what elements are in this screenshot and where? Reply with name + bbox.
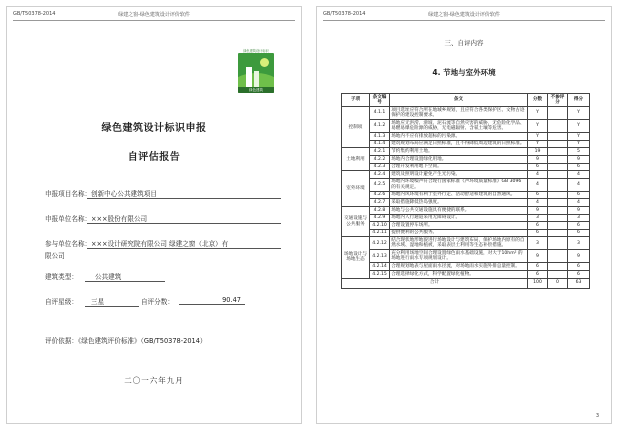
row-score: 4 — [528, 171, 548, 179]
row-score: 9 — [528, 206, 548, 214]
participant-unit-value-continued: 限公司 — [45, 252, 65, 260]
row-clause-text: 提供便利的公共服务。 — [390, 229, 528, 237]
row-not-applicable — [548, 250, 568, 263]
table-row — [342, 155, 590, 163]
row-obtained: 9 — [568, 206, 590, 214]
evaluation-basis: 评价依据：《绿色建筑评价标准》（GB/T50378-2014） — [45, 337, 207, 345]
row-not-applicable — [548, 191, 568, 199]
row-not-applicable — [548, 222, 568, 230]
row-obtained: 6 — [568, 229, 590, 237]
row-score: 9 — [528, 155, 548, 163]
row-clause-code: 4.2.12 — [370, 237, 390, 250]
row-obtained: 6 — [568, 163, 590, 171]
table-row — [342, 206, 590, 214]
logo-caption: 绿色建筑设计标识 — [243, 49, 269, 53]
row-clause-code: 4.1.3 — [370, 133, 390, 141]
row-clause-text: 充分利用场地空间合理设置绿色雨水基础设施，对大于10hm² 的场地进行雨水专项规划设计。 — [390, 250, 528, 263]
header-software-name: 绿建之窗-绿色建筑设计评价软件 — [118, 12, 190, 18]
self-score-value: 90.47 — [179, 296, 245, 305]
self-evaluation-page — [316, 6, 612, 424]
row-not-applicable — [548, 199, 568, 207]
participant-unit-value: ×××设计研究院有限公司 绿建之窗（北京）有 — [87, 238, 281, 249]
row-not-applicable — [548, 270, 568, 278]
table-row — [342, 250, 590, 263]
section-title: 三、自评内容 — [444, 39, 484, 47]
table-row — [342, 222, 590, 230]
row-clause-text: 建筑及照明设计避免产生光污染。 — [390, 171, 528, 179]
row-clause-text: 场地内环境噪声符合现行国家标准《声环境质量标准》GB 3096 的有关规定。 — [390, 178, 528, 191]
total-not-applicable: 0 — [548, 278, 568, 288]
row-score: 9 — [528, 250, 548, 263]
row-clause-code: 4.2.1 — [370, 148, 390, 156]
table-row — [342, 148, 590, 156]
row-category: 场地设计与场地生态 — [342, 237, 370, 278]
col-header-clause-code: 条文编号 — [370, 94, 390, 107]
table-row — [342, 237, 590, 250]
table-row — [342, 133, 590, 141]
row-clause-code: 4.2.10 — [370, 222, 390, 230]
project-name-label: 申报项目名称： — [45, 190, 92, 198]
row-clause-code: 4.2.8 — [370, 206, 390, 214]
row-not-applicable — [548, 229, 568, 237]
row-clause-code: 4.1.4 — [370, 140, 390, 148]
row-score: 6 — [528, 263, 548, 271]
table-row — [342, 199, 590, 207]
row-score: 4 — [528, 199, 548, 207]
row-clause-code: 4.2.5 — [370, 178, 390, 191]
row-score: 3 — [528, 214, 548, 222]
row-obtained: 4 — [568, 178, 590, 191]
table-row — [342, 263, 590, 271]
page-header — [323, 10, 605, 21]
report-subtitle: 自评估报告 — [127, 152, 181, 163]
row-score: 3 — [528, 237, 548, 250]
row-obtained: 5 — [568, 148, 590, 156]
logo-emblem-icon — [238, 53, 274, 93]
row-clause-code: 4.1.1 — [370, 107, 390, 120]
row-score: 6 — [528, 222, 548, 230]
applicant-unit-field — [45, 213, 148, 223]
row-clause-text: 项目选址应符合所在地城乡规划，且应符合各类保护区、文物古迹保护的建设控制要求。 — [390, 107, 528, 120]
page-header — [13, 10, 295, 21]
row-clause-text: 场地内人行通道采用无障碍设计。 — [390, 214, 528, 222]
row-clause-text: 合理规划地表与屋面雨水径流，对场地雨水实施外排总量控制。 — [390, 263, 528, 271]
row-clause-text: 合理设置停车场所。 — [390, 222, 528, 230]
row-not-applicable — [548, 140, 568, 148]
table-total-row — [342, 278, 590, 288]
col-header-category: 子项 — [342, 94, 370, 107]
row-clause-text: 场地内不应有排放超标的污染源。 — [390, 133, 528, 141]
row-obtained: 6 — [568, 191, 590, 199]
table-row — [342, 178, 590, 191]
building-type-value: 公共建筑 — [85, 271, 165, 282]
row-score: 4 — [528, 178, 548, 191]
row-score: 6 — [528, 191, 548, 199]
row-score: 19 — [528, 148, 548, 156]
row-not-applicable — [548, 263, 568, 271]
logo-band-text: 绿色建筑 — [238, 87, 274, 93]
row-score: 6 — [528, 270, 548, 278]
project-name-field — [45, 188, 157, 198]
report-date: 二〇一六年九月 — [124, 376, 184, 385]
row-not-applicable — [548, 171, 568, 179]
row-clause-text: 场地内风环境有利于室外行走、活动舒适和建筑的自然通风。 — [390, 191, 528, 199]
row-obtained: 3 — [568, 214, 590, 222]
total-label: 合计 — [342, 278, 528, 288]
col-header-obtained: 得分 — [568, 94, 590, 107]
row-clause-code: 4.2.13 — [370, 250, 390, 263]
table-row — [342, 171, 590, 179]
row-not-applicable — [548, 120, 568, 133]
row-clause-code: 4.2.2 — [370, 155, 390, 163]
table-row — [342, 229, 590, 237]
report-title: 绿色建筑设计标识申报 — [101, 123, 207, 134]
row-obtained: Y — [568, 107, 590, 120]
row-clause-text: 采取措施降低热岛强度。 — [390, 199, 528, 207]
participant-unit-label: 参与单位名称： — [45, 240, 92, 248]
self-score-label: 自评分数： — [141, 298, 174, 306]
table-row — [342, 191, 590, 199]
col-header-clause: 条文 — [390, 94, 528, 107]
row-clause-code: 4.2.9 — [370, 214, 390, 222]
subsection-title: 4. 节地与室外环境 — [432, 68, 496, 77]
row-obtained: 6 — [568, 270, 590, 278]
star-rating-field — [45, 296, 105, 306]
row-not-applicable — [548, 206, 568, 214]
row-obtained: 3 — [568, 237, 590, 250]
row-category: 土地利用 — [342, 148, 370, 171]
table-row — [342, 120, 590, 133]
row-clause-text: 合理开发利用地下空间。 — [390, 163, 528, 171]
row-not-applicable — [548, 178, 568, 191]
row-score: Y — [528, 133, 548, 141]
row-not-applicable — [548, 155, 568, 163]
row-score: Y — [528, 107, 548, 120]
row-clause-code: 4.2.3 — [370, 163, 390, 171]
table-row — [342, 140, 590, 148]
building-type-field — [45, 271, 122, 281]
table-row — [342, 163, 590, 171]
col-header-score: 分数 — [528, 94, 548, 107]
header-standard-code: GB/T50378-2014 — [323, 11, 366, 17]
star-rating-label: 自评星级： — [45, 298, 78, 306]
participant-unit-field — [45, 238, 229, 248]
row-obtained: 4 — [568, 199, 590, 207]
row-clause-text: 合理选择绿化方式，科学配置绿化植物。 — [390, 270, 528, 278]
row-not-applicable — [548, 133, 568, 141]
col-header-not-applicable: 不参评分 — [548, 94, 568, 107]
row-clause-text: 结合现状地形地貌进行场地设计与建筑布局，保护场地内原有的自然水域、湿地和植被，采取表层土利用等生态补偿措施。 — [390, 237, 528, 250]
evaluation-table — [341, 93, 590, 289]
report-cover-page — [6, 6, 302, 424]
row-category: 交通设施与公共服务 — [342, 206, 370, 236]
row-not-applicable — [548, 214, 568, 222]
page-number: 3 — [595, 413, 599, 419]
row-obtained: 6 — [568, 263, 590, 271]
row-clause-text: 场地内合理设置绿化用地。 — [390, 155, 528, 163]
row-clause-code: 4.2.7 — [370, 199, 390, 207]
row-score: Y — [528, 140, 548, 148]
row-clause-text: 建筑规划布局应满足日照标准，且不得降低周边建筑的日照标准。 — [390, 140, 528, 148]
applicant-unit-value: ×××股份有限公司 — [87, 213, 281, 224]
total-obtained: 63 — [568, 278, 590, 288]
row-category: 控制项 — [342, 107, 370, 148]
table-row — [342, 214, 590, 222]
row-score: 6 — [528, 229, 548, 237]
row-obtained: Y — [568, 140, 590, 148]
header-software-name: 绿建之窗-绿色建筑设计评价软件 — [428, 12, 500, 18]
row-obtained: 9 — [568, 155, 590, 163]
row-clause-code: 4.2.15 — [370, 270, 390, 278]
row-clause-text: 场地应无洪涝、滑坡、泥石流等自然灾害的威胁，无危险化学品、易燃易爆危险源的威胁，无电磁辐射、含氡土壤等危害。 — [390, 120, 528, 133]
row-score: 6 — [528, 163, 548, 171]
row-clause-code: 4.2.4 — [370, 171, 390, 179]
row-not-applicable — [548, 237, 568, 250]
row-obtained: 6 — [568, 222, 590, 230]
header-standard-code: GB/T50378-2014 — [13, 11, 56, 17]
row-clause-text: 场地与公共交通设施具有便捷的联系。 — [390, 206, 528, 214]
row-not-applicable — [548, 163, 568, 171]
row-obtained: Y — [568, 133, 590, 141]
total-score: 100 — [528, 278, 548, 288]
table-row — [342, 107, 590, 120]
star-rating-value: 三星 — [85, 296, 139, 307]
row-clause-text: 节约集约利用土地。 — [390, 148, 528, 156]
row-category: 室外环境 — [342, 171, 370, 207]
row-not-applicable — [548, 148, 568, 156]
row-score: Y — [528, 120, 548, 133]
row-obtained: 9 — [568, 250, 590, 263]
row-clause-code: 4.2.11 — [370, 229, 390, 237]
table-row — [342, 270, 590, 278]
row-not-applicable — [548, 107, 568, 120]
table-header-row — [342, 94, 590, 107]
row-obtained: 4 — [568, 171, 590, 179]
row-clause-code: 4.2.14 — [370, 263, 390, 271]
applicant-unit-label: 申报单位名称： — [45, 215, 92, 223]
row-clause-code: 4.1.2 — [370, 120, 390, 133]
building-type-label: 建筑类型： — [45, 273, 78, 281]
green-building-logo — [235, 49, 277, 99]
row-clause-code: 4.2.6 — [370, 191, 390, 199]
row-obtained: Y — [568, 120, 590, 133]
project-name-value: 创新中心公共建筑项目 — [87, 188, 281, 199]
